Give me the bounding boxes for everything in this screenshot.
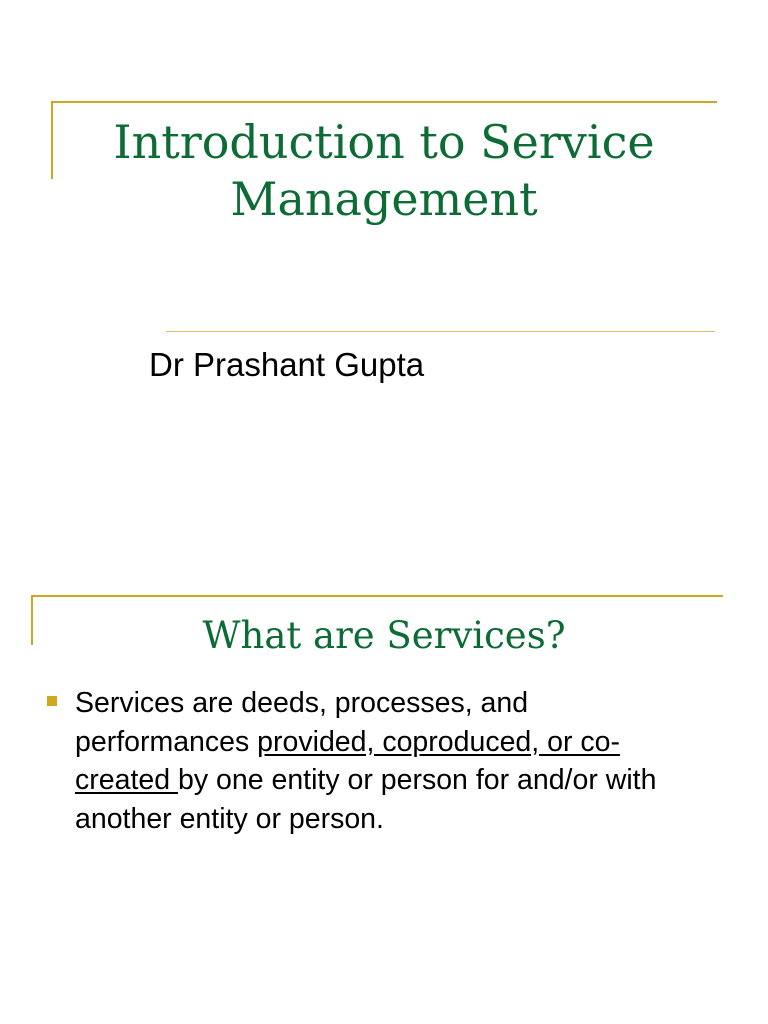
slide-what-are-services [0,560,768,1024]
bullet-text-underlined: provided, coproduced, or co-created [75,725,620,796]
frame-left-rule [51,101,53,179]
bullet-list [0,684,768,838]
frame-top-rule [51,101,717,103]
subtitle-divider [166,331,715,332]
title-line-1: Introduction to Service [113,115,655,169]
slide-title-heading [60,114,708,228]
list-item [0,684,700,838]
frame-left-rule [31,595,33,645]
title-line-2: Management [230,172,538,226]
bullet-text-lead: Services are deeds, processes, and performances [75,687,529,758]
slide-heading: What are Services? [202,614,566,657]
author-name: Dr Prashant Gupta [149,346,425,383]
square-bullet-icon [47,696,57,706]
frame-top-rule [31,595,723,597]
bullet-text-tail: by one entity or person for and/or with another entity or person. [75,764,657,835]
